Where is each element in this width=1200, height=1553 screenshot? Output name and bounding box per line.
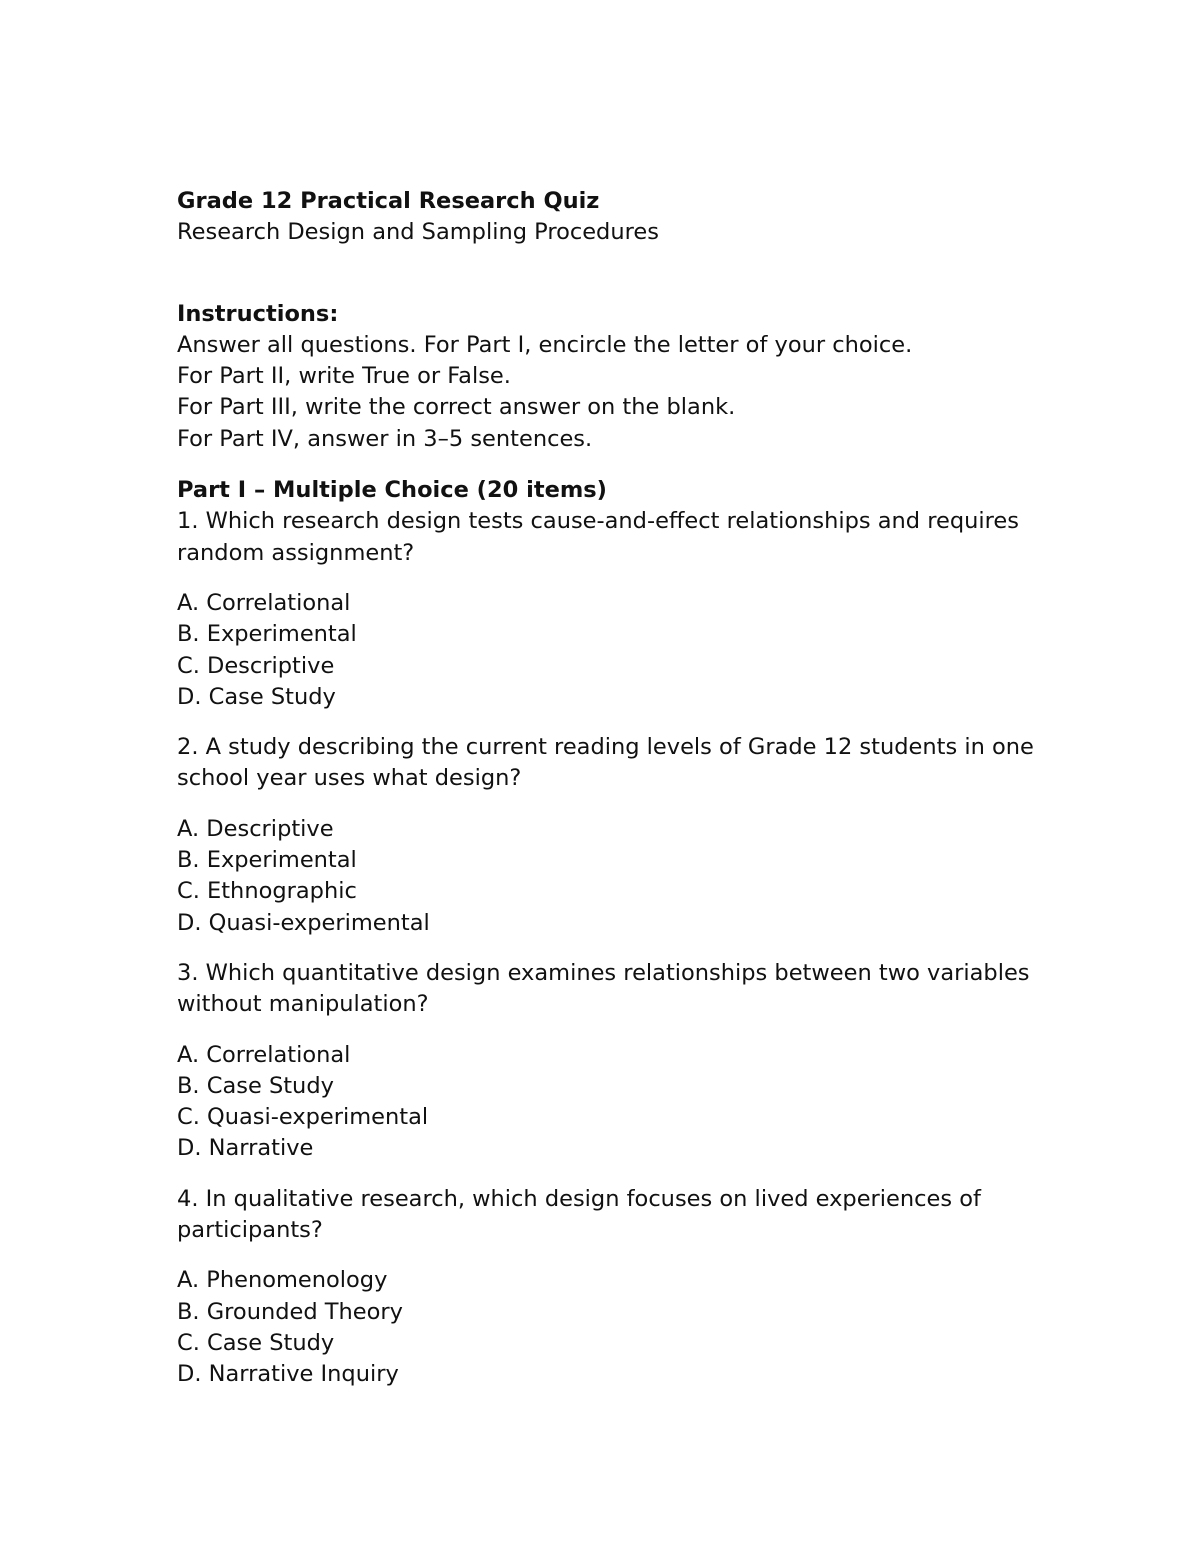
spacer [177,1021,1077,1040]
option-d: D. Narrative [177,1135,314,1162]
question-text: 3. Which quantitative design examines relationships between two variables without manipulation? [177,959,1030,1018]
option-c: C. Descriptive [177,652,335,679]
spacer [177,713,1077,732]
option-c: C. Quasi-experimental [177,1104,429,1131]
question-2 [177,732,1077,939]
spacer [177,569,1077,588]
option-d: D. Case Study [177,683,336,710]
option-c: C. Case Study [177,1329,335,1356]
spacer [177,1165,1077,1184]
option-a: A. Correlational [177,1041,351,1068]
question-text: 2. A study describing the current reading levels of Grade 12 students in one school year uses what design? [177,734,1034,792]
option-b: B. Case Study [177,1072,334,1099]
document-page [177,186,1077,1391]
option-c: C. Ethnographic [177,878,357,905]
instruction-line: For Part IV, answer in 3–5 sentences. [177,425,593,452]
question-text: 1. Which research design tests cause-and-effect relationships and requires random assignment? [177,508,1019,566]
quiz-title: Grade 12 Practical Research Quiz [177,188,600,214]
question-text: 4. In qualitative research, which design focuses on lived experiences of participants? [177,1185,981,1244]
instructions-heading: Instructions: [177,300,339,327]
instructions-section [177,299,1077,455]
instruction-line: Answer all questions. For Part I, encircle the letter of your choice. [177,331,913,358]
spacer [177,939,1077,958]
instruction-line: For Part III, write the correct answer on the blank. [177,394,736,421]
option-b: B. Experimental [177,847,357,874]
spacer [177,455,1077,475]
option-d: D. Quasi-experimental [177,909,430,936]
instruction-line: For Part II, write True or False. [177,363,511,390]
question-1 [177,506,1077,713]
option-a: A. Correlational [177,589,351,616]
part1-section [177,475,1077,1390]
option-a: A. Descriptive [177,815,334,842]
option-b: B. Experimental [177,621,357,648]
spacer [177,249,1077,299]
quiz-subtitle: Research Design and Sampling Procedures [177,219,659,246]
question-3 [177,958,1077,1165]
option-a: A. Phenomenology [177,1267,388,1294]
part1-heading: Part I – Multiple Choice (20 items) [177,477,607,504]
question-4 [177,1184,1077,1391]
spacer [177,1246,1077,1265]
option-b: B. Grounded Theory [177,1298,403,1325]
option-d: D. Narrative Inquiry [177,1361,399,1388]
spacer [177,795,1077,814]
